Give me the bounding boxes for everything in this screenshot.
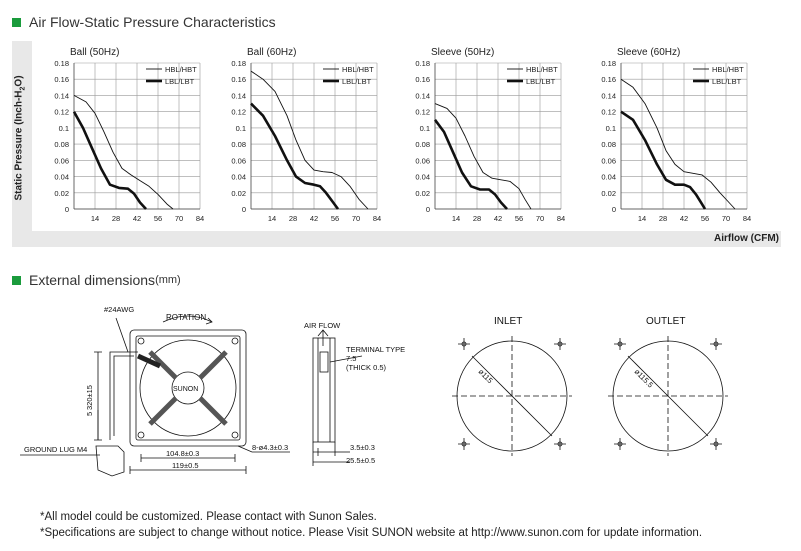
y-tick-label: 0.18 bbox=[54, 59, 69, 68]
y-tick-label: 0.12 bbox=[601, 107, 616, 117]
width-label: 119±0.5 bbox=[172, 461, 199, 470]
legend-label: LBL/LBT bbox=[526, 77, 556, 86]
x-tick-label: 70 bbox=[535, 214, 545, 223]
y-tick-label: 0.12 bbox=[231, 107, 246, 117]
thickness-label-2: 25.5±0.5 bbox=[346, 456, 376, 465]
y-tick-label: 0.1 bbox=[605, 123, 616, 133]
x-tick-label: 56 bbox=[514, 214, 524, 223]
legend-label: LBL/LBT bbox=[165, 77, 195, 86]
y-tick-label: 0.1 bbox=[235, 123, 246, 133]
terminal-label-1: TERMINAL TYPE bbox=[346, 345, 406, 354]
y-tick-label: 0.04 bbox=[231, 172, 246, 182]
y-tick-label: 0.14 bbox=[231, 91, 246, 101]
chart-title: Ball (50Hz) bbox=[70, 47, 120, 58]
x-tick-label: 56 bbox=[700, 214, 710, 223]
x-tick-label: 28 bbox=[658, 214, 668, 223]
x-tick-label: 14 bbox=[637, 214, 647, 223]
lead-length-label: 320±15 bbox=[85, 385, 94, 410]
section-title-dimensions: External dimensions (mm) bbox=[12, 272, 181, 288]
chart-title: Sleeve (60Hz) bbox=[617, 47, 681, 58]
legend-label: HBL/HBT bbox=[342, 65, 374, 74]
x-tick-label: 84 bbox=[195, 214, 205, 223]
x-tick-label: 42 bbox=[132, 214, 142, 223]
y-tick-label: 0 bbox=[64, 205, 69, 214]
x-tick-label: 28 bbox=[111, 214, 121, 223]
section-title-airflow: Air Flow-Static Pressure Characteristics bbox=[12, 14, 276, 30]
y-tick-label: 0.18 bbox=[601, 59, 616, 68]
y-tick-label: 0.12 bbox=[415, 107, 430, 117]
y-tick-label: 0.04 bbox=[601, 172, 616, 182]
y-tick-label: 0.06 bbox=[415, 156, 430, 166]
x-tick-label: 70 bbox=[174, 214, 184, 223]
inlet-label: INLET bbox=[494, 316, 523, 327]
x-tick-label: 28 bbox=[288, 214, 298, 223]
inlet-view bbox=[452, 336, 572, 456]
x-axis-label: Airflow (CFM) bbox=[714, 233, 779, 244]
y-tick-label: 0.14 bbox=[54, 91, 69, 101]
y-tick-label: 0.16 bbox=[54, 75, 69, 85]
x-tick-label: 14 bbox=[90, 214, 100, 223]
y-tick-label: 0.18 bbox=[415, 59, 430, 68]
airflow-dim-label: AIR FLOW bbox=[304, 321, 341, 330]
x-tick-label: 56 bbox=[153, 214, 163, 223]
brand-label: SUNON bbox=[173, 386, 199, 393]
holes-label: 8-ø4.3±0.3 bbox=[252, 443, 289, 452]
y-tick-label: 0.04 bbox=[54, 172, 69, 182]
y-tick-label: 0.18 bbox=[231, 59, 246, 68]
x-tick-label: 84 bbox=[556, 214, 566, 223]
y-tick-label: 0.16 bbox=[601, 75, 616, 85]
y-tick-label: 0.14 bbox=[601, 91, 616, 101]
awg-label: #24AWG bbox=[104, 305, 135, 314]
y-tick-label: 0 bbox=[425, 205, 430, 214]
hole-span-label: 104.8±0.3 bbox=[166, 449, 200, 458]
x-tick-label: 84 bbox=[372, 214, 382, 223]
y-tick-label: 0.02 bbox=[601, 188, 616, 198]
y-tick-label: 0.08 bbox=[231, 140, 246, 150]
y-tick-label: 0.1 bbox=[419, 123, 430, 133]
legend-label: LBL/LBT bbox=[342, 77, 372, 86]
legend-label: LBL/LBT bbox=[712, 77, 742, 86]
chart-title: Sleeve (50Hz) bbox=[431, 47, 495, 58]
y-tick-label: 0.08 bbox=[54, 140, 69, 150]
legend-label: HBL/HBT bbox=[526, 65, 558, 74]
x-tick-label: 42 bbox=[679, 214, 689, 223]
x-tick-label: 14 bbox=[267, 214, 277, 223]
y-tick-label: 0 bbox=[241, 205, 246, 214]
x-tick-label: 84 bbox=[742, 214, 752, 223]
x-tick-label: 42 bbox=[493, 214, 503, 223]
outlet-diameter-label: ø115.5 bbox=[632, 367, 656, 390]
footer-note-2: *Specifications are subject to change without notice. Please Visit SUNON website at http://www.sunon.com for update information. bbox=[40, 527, 703, 539]
y-tick-label: 0.1 bbox=[58, 123, 69, 133]
ground-lug-label: GROUND LUG M4 bbox=[24, 445, 88, 454]
y-tick-label: 0.14 bbox=[415, 91, 430, 101]
y-tick-label: 0.04 bbox=[415, 172, 430, 182]
y-tick-label: 0.06 bbox=[231, 156, 246, 166]
x-tick-label: 14 bbox=[451, 214, 461, 223]
outlet-view bbox=[608, 336, 728, 456]
y-axis-label: Static Pressure $(Inch-H_2O)$ bbox=[13, 75, 27, 201]
thickness-label-1: 3.5±0.3 bbox=[350, 443, 375, 452]
legend-label: HBL/HBT bbox=[712, 65, 744, 74]
legend-label: HBL/HBT bbox=[165, 65, 197, 74]
y-tick-label: 0.06 bbox=[601, 156, 616, 166]
y-tick-label: 0.08 bbox=[601, 140, 616, 150]
y-tick-label: 0.02 bbox=[54, 188, 69, 198]
rotation-label: ROTATION bbox=[166, 313, 207, 322]
terminal-label-3: (THICK 0.5) bbox=[346, 363, 387, 372]
y-tick-label: 0.12 bbox=[54, 107, 69, 117]
footer-note-1: *All model could be customized. Please contact with Sunon Sales. bbox=[40, 511, 377, 523]
y-tick-label: 0 bbox=[611, 205, 616, 214]
y-tick-label: 0.02 bbox=[231, 188, 246, 198]
y-tick-label: 0.16 bbox=[415, 75, 430, 85]
x-tick-label: 28 bbox=[472, 214, 482, 223]
x-tick-label: 70 bbox=[721, 214, 731, 223]
y-tick-label: 0.08 bbox=[415, 140, 430, 150]
x-tick-label: 42 bbox=[309, 214, 319, 223]
y-tick-label: 0.06 bbox=[54, 156, 69, 166]
chart-title: Ball (60Hz) bbox=[247, 47, 297, 58]
inlet-diameter-label: ø115 bbox=[476, 367, 495, 386]
outlet-label: OUTLET bbox=[646, 316, 686, 327]
x-tick-label: 70 bbox=[351, 214, 361, 223]
terminal-label-2: 7.5 bbox=[346, 354, 357, 363]
y-tick-label: 0.16 bbox=[231, 75, 246, 85]
x-tick-label: 56 bbox=[330, 214, 340, 223]
y-tick-label: 0.02 bbox=[415, 188, 430, 198]
five-label: 5 bbox=[85, 411, 94, 416]
